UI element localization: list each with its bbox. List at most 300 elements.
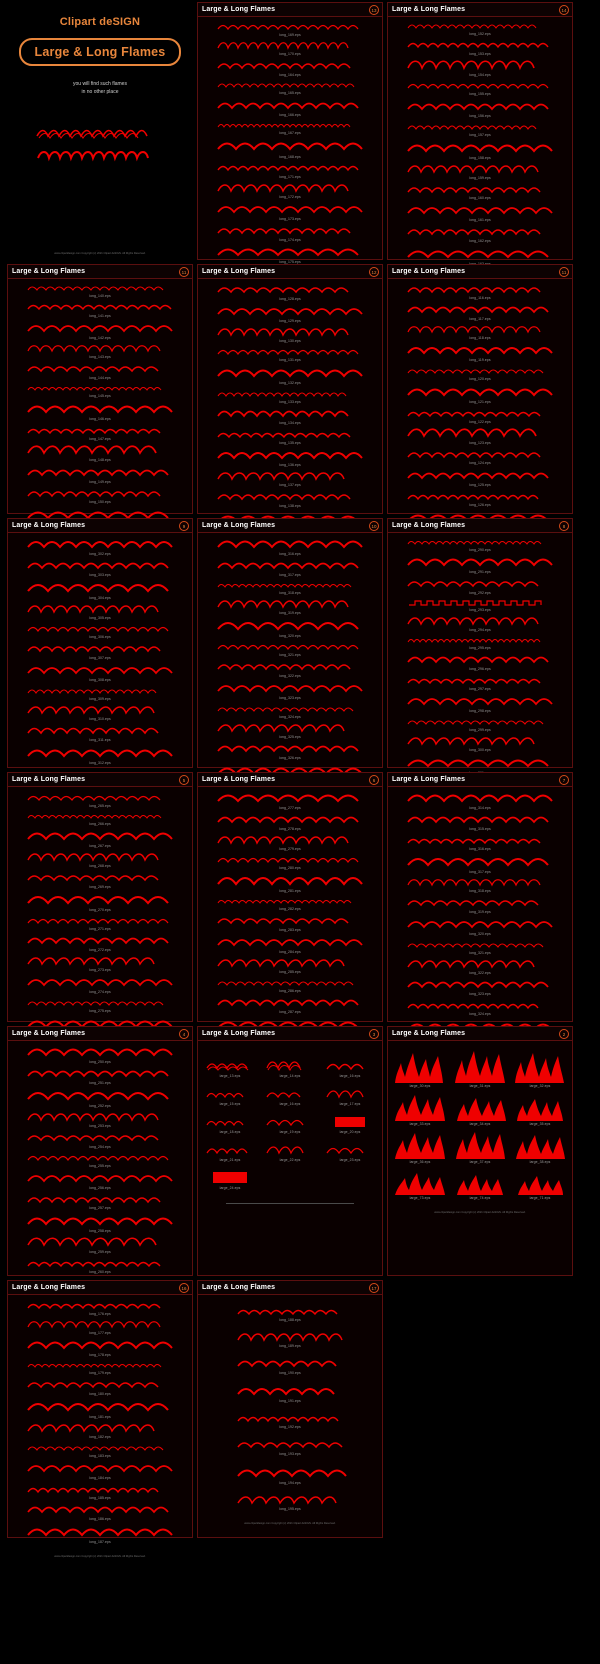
clipart-row: [11, 283, 189, 299]
panel-body: [8, 1041, 192, 1305]
cover-subtitle-line2: in no other place: [81, 89, 119, 95]
panel-badge: 9: [179, 521, 189, 531]
flame-graphic: [393, 1051, 447, 1083]
clipart-row: [11, 401, 189, 422]
clipart-caption: long_149.eps: [89, 480, 111, 484]
clipart-row: [201, 618, 379, 639]
clipart-cell: [321, 1057, 379, 1079]
clipart-caption: long_147.eps: [89, 437, 111, 441]
clipart-cell: [261, 1085, 319, 1107]
flame-graphic: [215, 182, 365, 194]
clipart-row: [11, 745, 189, 766]
clipart-caption: long_291.eps: [469, 570, 491, 574]
panel-footnote: www.clipartdesign.com Copyright (c) 2021 Clipart deSIGN. All Rights Reserved.: [54, 1555, 146, 1558]
flame-graphic: [25, 1045, 175, 1059]
clipart-row: [11, 1422, 189, 1440]
flame-graphic: [405, 303, 555, 316]
flame-graphic: [25, 1442, 175, 1453]
clipart-caption: long_137.eps: [279, 483, 301, 487]
flame-graphic: [25, 934, 175, 947]
panel-badge: 6: [369, 775, 379, 785]
clipart-row: [201, 1331, 379, 1349]
clipart-caption: long_157.eps: [469, 133, 491, 137]
flame-graphic: [405, 999, 555, 1011]
clipart-cell: [511, 1169, 569, 1201]
flame-graphic: [235, 1305, 345, 1317]
clipart-row: [391, 694, 569, 714]
clipart-caption: long_150.eps: [89, 500, 111, 504]
clipart-row: [11, 955, 189, 973]
flame-graphic: [25, 559, 175, 572]
panel-title: Large & Long Flames: [12, 522, 86, 529]
panel-title: Large & Long Flames: [12, 1030, 86, 1037]
clipart-caption: long_185.eps: [89, 1496, 111, 1500]
clipart-caption: long_319.eps: [469, 910, 491, 914]
panel-badge: 8: [559, 521, 569, 531]
flame-graphic: [405, 674, 555, 686]
clipart-row: [201, 660, 379, 679]
clipart-row: [391, 343, 569, 363]
panel-header: [198, 1027, 382, 1041]
panel-badge: 11: [179, 267, 189, 277]
flame-graphic: [25, 1319, 175, 1330]
clipart-row: [11, 1131, 189, 1150]
clipart-caption: long_324.eps: [469, 1012, 491, 1016]
catalog-panel: [197, 264, 383, 514]
flame-graphic: [405, 598, 555, 607]
clipart-caption: long_136.eps: [279, 463, 301, 467]
flame-graphic: [393, 1169, 447, 1195]
flame-graphic: [215, 703, 365, 714]
clipart-caption: long_282.eps: [279, 907, 301, 911]
clipart-caption: long_154.eps: [469, 73, 491, 77]
clipart-row: [201, 448, 379, 468]
clipart-caption: large_16.eps: [339, 1074, 361, 1078]
catalog-panel: [7, 772, 193, 1022]
clipart-caption: long_176.eps: [89, 1312, 111, 1316]
panel-title: Large & Long Flames: [392, 6, 466, 13]
clipart-caption: long_312.eps: [89, 761, 111, 765]
panel-body: [8, 787, 192, 1045]
clipart-caption: long_161.eps: [469, 218, 491, 222]
clipart-row: [11, 1399, 189, 1420]
clipart-row: [11, 1338, 189, 1358]
clipart-caption: long_319.eps: [279, 611, 301, 615]
flame-graphic: [325, 1141, 375, 1157]
clipart-caption: long_145.eps: [89, 394, 111, 398]
clipart-caption: long_322.eps: [469, 971, 491, 975]
clipart-row: [11, 1524, 189, 1545]
clipart-row: [11, 892, 189, 913]
clipart-row: [391, 598, 569, 613]
clipart-caption: long_169.eps: [279, 33, 301, 37]
clipart-caption: large_33.eps: [409, 1122, 431, 1126]
clipart-row: [201, 182, 379, 200]
clipart-caption: long_143.eps: [89, 355, 111, 359]
clipart-caption: long_274.eps: [89, 990, 111, 994]
clipart-row: [391, 999, 569, 1017]
clipart-row: [11, 1171, 189, 1191]
panel-footnote: www.clipartdesign.com Copyright (c) 2021 Clipart deSIGN. All Rights Reserved.: [244, 1522, 336, 1525]
clipart-cell: [451, 1131, 509, 1165]
clipart-caption: long_322.eps: [279, 674, 301, 678]
clipart-row: [201, 59, 379, 78]
flame-graphic: [25, 1171, 175, 1185]
clipart-row: [391, 59, 569, 78]
clipart-row: [11, 383, 189, 399]
clipart-caption: long_144.eps: [89, 376, 111, 380]
clipart-caption: long_305.eps: [89, 616, 111, 620]
flame-graphic: [25, 892, 175, 907]
clipart-row: [391, 80, 569, 97]
flame-graphic: [405, 163, 555, 175]
clipart-caption: large_74.eps: [469, 1196, 491, 1200]
clipart-row: [201, 996, 379, 1015]
flame-graphic: [405, 958, 555, 970]
clipart-cell: [451, 1169, 509, 1201]
panel-title: Large & Long Flames: [202, 1284, 276, 1291]
clipart-caption: long_281.eps: [279, 889, 301, 893]
clipart-caption: large_30.eps: [409, 1084, 431, 1088]
clipart-row: [11, 623, 189, 640]
flame-graphic: [215, 873, 365, 888]
panel-body: [388, 787, 572, 1048]
panel-header: [8, 773, 192, 787]
clipart-caption: long_167.eps: [279, 131, 301, 135]
clipart-caption: long_297.eps: [469, 687, 491, 691]
clipart-row: [201, 896, 379, 912]
flame-graphic: [405, 39, 555, 51]
flame-graphic: [205, 1085, 255, 1101]
clipart-row: [11, 704, 189, 722]
panel-grid-row-5: [0, 1024, 600, 1278]
clipart-row: [201, 703, 379, 720]
clipart-cell: [511, 1131, 569, 1165]
flame-graphic: [393, 1131, 447, 1159]
clipart-row: [201, 283, 379, 302]
clipart-caption: long_325.eps: [279, 735, 301, 739]
clipart-row: [391, 183, 569, 201]
flame-graphic: [215, 326, 365, 338]
clipart-row: [201, 641, 379, 658]
flame-graphic: [25, 465, 175, 479]
catalog-panel: [387, 772, 573, 1022]
clipart-row: [391, 958, 569, 976]
panel-header: [198, 265, 382, 279]
flame-graphic: [405, 225, 555, 238]
flame-graphic: [25, 1299, 175, 1311]
flame-graphic: [25, 1257, 175, 1269]
flame-graphic: [215, 957, 365, 969]
clipart-row: [11, 934, 189, 953]
flame-graphic: [215, 98, 365, 112]
flame-graphic: [405, 99, 555, 113]
flame-graphic: [453, 1093, 507, 1121]
clipart-caption: long_135.eps: [279, 441, 301, 445]
clipart-row: [391, 203, 569, 223]
flame-graphic: [25, 704, 175, 716]
catalog-panel: [7, 1026, 193, 1276]
clipart-caption: long_255.eps: [89, 1164, 111, 1168]
clipart-caption: long_283.eps: [279, 928, 301, 932]
flame-graphic: [215, 346, 365, 357]
flame-graphic: [25, 1131, 175, 1144]
panel-header: [388, 3, 572, 17]
clipart-row: [11, 1483, 189, 1501]
clipart-caption: long_153.eps: [469, 52, 491, 56]
clipart-cell: [321, 1113, 379, 1135]
clipart-caption: long_182.eps: [89, 1435, 111, 1439]
clipart-row: [391, 896, 569, 915]
clipart-caption: long_273.eps: [89, 968, 111, 972]
clipart-row: [391, 877, 569, 894]
clipart-caption: long_294.eps: [469, 628, 491, 632]
clipart-cell: [391, 1093, 449, 1127]
clipart-caption: long_286.eps: [279, 989, 301, 993]
clipart-caption: large_36.eps: [409, 1160, 431, 1164]
flame-graphic: [405, 577, 555, 590]
clipart-row: [201, 914, 379, 933]
clipart-row: [391, 365, 569, 382]
panel-header: [388, 1027, 572, 1041]
clipart-caption: long_284.eps: [279, 950, 301, 954]
divider: [226, 1203, 355, 1204]
cover-panel: [7, 2, 193, 260]
clipart-row: [201, 407, 379, 426]
clipart-caption: large_71.eps: [529, 1196, 551, 1200]
flame-graphic: [25, 1338, 175, 1352]
clipart-caption: long_193.eps: [279, 1452, 301, 1456]
catalog-panel: [387, 2, 573, 260]
flame-graphic: [405, 615, 555, 627]
clipart-row: [201, 559, 379, 578]
flame-graphic: [215, 854, 365, 865]
panel-badge: 17: [369, 1283, 379, 1293]
clipart-caption: large_34.eps: [469, 1122, 491, 1126]
clipart-row: [11, 580, 189, 601]
flame-graphic: [405, 896, 555, 909]
clipart-caption: large_21.eps: [219, 1158, 241, 1162]
clipart-caption: large_73.eps: [409, 1196, 431, 1200]
clipart-row: [201, 1438, 379, 1457]
flame-graphic: [405, 854, 555, 869]
catalog-panel: [197, 2, 383, 264]
clipart-caption: long_128.eps: [279, 297, 301, 301]
panel-header: [388, 773, 572, 787]
flame-graphic: [215, 304, 365, 318]
clipart-row: [11, 915, 189, 932]
flame-graphic: [235, 1465, 345, 1480]
panel-title: Large & Long Flames: [392, 268, 466, 275]
clipart-row: [11, 537, 189, 557]
clipart-caption: long_318.eps: [469, 889, 491, 893]
flame-graphic: [25, 1152, 175, 1163]
clipart-caption: long_314.eps: [469, 806, 491, 810]
flame-graphic: [405, 468, 555, 482]
panel-header: [8, 1281, 192, 1295]
flame-graphic: [215, 559, 365, 572]
clipart-caption: long_184.eps: [89, 1476, 111, 1480]
clipart-row: [391, 121, 569, 138]
clipart-caption: long_120.eps: [469, 377, 491, 381]
clipart-caption: long_315.eps: [469, 827, 491, 831]
flame-graphic: [25, 663, 175, 677]
panel-badge: 4: [179, 1029, 189, 1039]
flame-graphic: [25, 383, 175, 393]
catalog-panel: [197, 518, 383, 768]
flame-graphic: [215, 537, 365, 551]
clipart-row: [11, 871, 189, 890]
cover-footnote: www.clipartdesign.com Copyright (c) 2021 Clipart deSIGN. All Rights Reserved.: [54, 252, 146, 255]
clipart-row: [391, 653, 569, 672]
clipart-caption: long_300.eps: [469, 748, 491, 752]
flame-graphic: [25, 1360, 175, 1370]
clipart-row: [11, 559, 189, 578]
clipart-caption: long_122.eps: [469, 420, 491, 424]
clipart-caption: large_38.eps: [529, 1160, 551, 1164]
clipart-row: [11, 1067, 189, 1086]
clipart-row: [391, 283, 569, 301]
flame-graphic: [25, 829, 175, 843]
flame-graphic: [215, 138, 365, 154]
clipart-caption: long_130.eps: [279, 339, 301, 343]
clipart-row: [201, 138, 379, 160]
page-title: Large & Long Flames: [34, 45, 166, 59]
flame-graphic: [325, 1113, 375, 1129]
clipart-caption: long_181.eps: [89, 1415, 111, 1419]
clipart-caption: long_119.eps: [469, 358, 491, 362]
clipart-caption: long_253.eps: [89, 1124, 111, 1128]
clipart-row: [11, 1378, 189, 1397]
clipart-row: [391, 140, 569, 161]
flame-graphic: [25, 745, 175, 760]
flame-graphic: [25, 580, 175, 595]
clipart-row: [11, 1236, 189, 1255]
clipart-row: [201, 873, 379, 894]
clipart-caption: long_310.eps: [89, 717, 111, 721]
clipart-row: [391, 674, 569, 692]
panel-grid-row-4: [0, 770, 600, 1024]
flame-graphic: [25, 1422, 175, 1434]
clipart-caption: long_155.eps: [469, 92, 491, 96]
flame-graphic: [215, 283, 365, 296]
flame-graphic: [453, 1169, 507, 1195]
clipart-row: [11, 487, 189, 505]
flame-graphic: [25, 401, 175, 416]
clipart-row: [201, 162, 379, 180]
panel-body: [198, 279, 382, 540]
clipart-row: [391, 99, 569, 119]
flame-graphic: [405, 246, 555, 261]
clipart-row: [11, 811, 189, 827]
clipart-caption: long_270.eps: [89, 908, 111, 912]
flame-graphic: [405, 834, 555, 846]
clipart-caption: long_317.eps: [469, 870, 491, 874]
panel-body: [198, 1041, 382, 1199]
catalog-panel: [7, 264, 193, 514]
cover-subtitle-line1: you will find such flames: [73, 81, 127, 87]
clipart-row: [11, 301, 189, 319]
flame-graphic: [405, 939, 555, 950]
clipart-caption: long_188.eps: [279, 1318, 301, 1322]
clipart-caption: long_164.eps: [279, 73, 301, 77]
brand-label: Clipart deSIGN: [59, 16, 141, 28]
clipart-cell: [261, 1057, 319, 1079]
clipart-row: [201, 120, 379, 136]
panel-title: Large & Long Flames: [12, 1284, 86, 1291]
clipart-cell: [511, 1051, 569, 1089]
panel-title: Large & Long Flames: [392, 522, 466, 529]
flame-graphic: [265, 1113, 315, 1129]
flame-graphic: [235, 1438, 345, 1451]
clipart-caption: long_320.eps: [279, 634, 301, 638]
clipart-cell: [511, 1093, 569, 1127]
clipart-row: [391, 303, 569, 322]
clipart-row: [11, 1193, 189, 1211]
flame-graphic: [405, 203, 555, 217]
flame-graphic: [215, 791, 365, 805]
flame-graphic: [215, 834, 365, 846]
catalog-panel: [197, 1280, 383, 1538]
clipart-caption: long_277.eps: [279, 806, 301, 810]
clipart-caption: long_320.eps: [469, 932, 491, 936]
flame-graphic: [235, 1412, 345, 1424]
flame-graphic: [405, 755, 555, 770]
clipart-caption: long_308.eps: [89, 678, 111, 682]
panel-badge: 3: [369, 1029, 379, 1039]
flame-graphic: [215, 681, 365, 695]
clipart-caption: long_302.eps: [89, 552, 111, 556]
clipart-row: [201, 722, 379, 740]
clipart-caption: long_318.eps: [279, 591, 301, 595]
clipart-caption: long_299.eps: [469, 728, 491, 732]
clipart-caption: long_187.eps: [89, 1540, 111, 1544]
clipart-caption: long_138.eps: [279, 504, 301, 508]
clipart-caption: long_131.eps: [279, 358, 301, 362]
flame-graphic: [215, 224, 365, 237]
flame-graphic: [405, 877, 555, 888]
clipart-caption: long_290.eps: [469, 548, 491, 552]
clipart-caption: long_134.eps: [279, 421, 301, 425]
clipart-row: [201, 98, 379, 118]
flame-graphic: [265, 1057, 315, 1073]
clipart-row: [391, 163, 569, 181]
clipart-row: [201, 202, 379, 222]
clipart-caption: long_166.eps: [279, 113, 301, 117]
flame-graphic: [215, 21, 365, 32]
clipart-caption: long_298.eps: [469, 709, 491, 713]
panel-title: Large & Long Flames: [202, 522, 276, 529]
clipart-cell: [201, 1169, 259, 1191]
clipart-caption: long_323.eps: [279, 696, 301, 700]
flame-graphic: [25, 301, 175, 313]
panel-header: [198, 519, 382, 533]
panel-title: Large & Long Flames: [202, 268, 276, 275]
clipart-caption: long_269.eps: [89, 885, 111, 889]
clipart-caption: long_259.eps: [89, 1250, 111, 1254]
clipart-row: [391, 854, 569, 875]
flame-graphic: [513, 1131, 567, 1159]
clipart-caption: large_19.eps: [279, 1130, 301, 1134]
clipart-caption: long_162.eps: [469, 239, 491, 243]
clipart-caption: long_296.eps: [469, 667, 491, 671]
clipart-row: [391, 735, 569, 753]
clipart-caption: long_126.eps: [469, 503, 491, 507]
clipart-caption: long_172.eps: [279, 195, 301, 199]
flame-graphic: [405, 448, 555, 460]
clipart-row: [391, 635, 569, 651]
clipart-caption: long_307.eps: [89, 656, 111, 660]
